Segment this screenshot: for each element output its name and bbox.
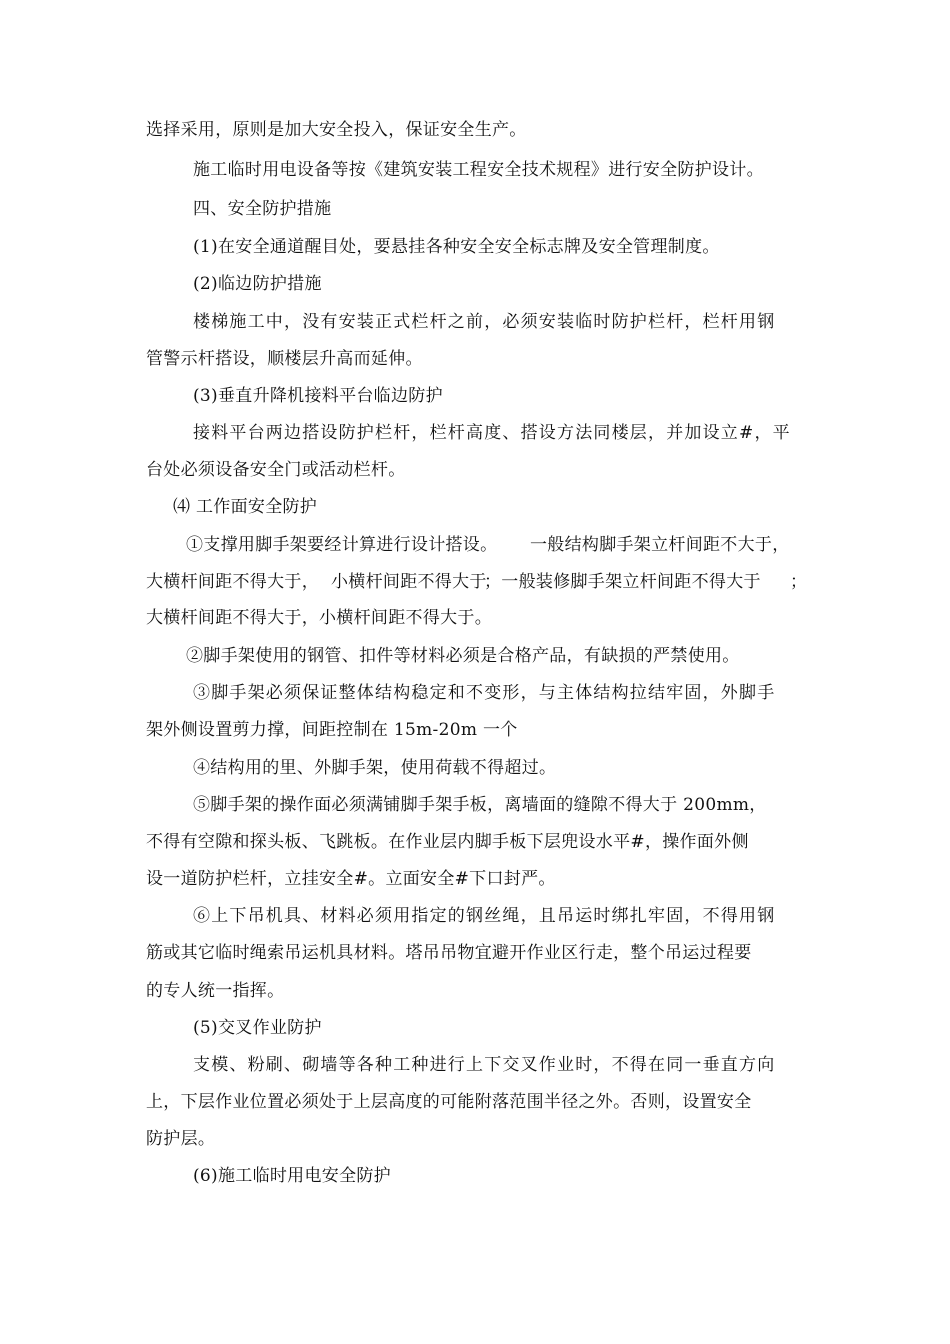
text-line: 小横杆间距不得大于	[331, 572, 487, 592]
text-line: ⑥上下吊机具、材料必须用指定的钢丝绳，且吊运时绑扎牢固，不得用钢	[193, 906, 776, 926]
text-line: 的专人统一指挥。	[146, 981, 285, 1001]
text-line: 架外侧设置剪力撑，间距控制在 15m-20m 一个	[146, 720, 518, 740]
subheading: (2)临边防护措施	[193, 274, 322, 294]
text-line: ①支撑用脚手架要经计算进行设计搭设。	[186, 535, 498, 555]
text-line: ②脚手架使用的钢管、扣件等材料必须是合格产品，有缺损的严禁使用。	[186, 646, 740, 666]
text-line: 支模、粉刷、砌墙等各种工种进行上下交叉作业时，不得在同一垂直方向	[193, 1055, 776, 1075]
text-line: 大横杆间距不得大于，小横杆间距不得大于。	[146, 608, 492, 628]
subheading: (6)施工临时用电安全防护	[193, 1166, 391, 1186]
text-line: 筋或其它临时绳索吊运机具材料。塔吊吊物宜避开作业区行走，整个吊运过程要	[146, 943, 752, 963]
text-line: ③脚手架必须保证整体结构稳定和不变形，与主体结构拉结牢固，外脚手	[193, 683, 776, 703]
text-line: 接料平台两边搭设防护栏杆，栏杆高度、搭设方法同楼层，并加设立#，平	[193, 423, 791, 443]
text-line: 防护层。	[146, 1129, 216, 1149]
text-line: 台处必须设备安全门或活动栏杆。	[146, 460, 406, 480]
text-line: 施工临时用电设备等按《建筑安装工程安全技术规程》进行安全防护设计。	[193, 160, 764, 180]
text-line: 楼梯施工中，没有安装正式栏杆之前，必须安装临时防护栏杆，栏杆用钢	[193, 312, 776, 332]
text-line: 设一道防护栏杆，立挂安全#。立面安全#下口封严。	[146, 869, 556, 889]
subheading: (5)交叉作业防护	[193, 1018, 322, 1038]
text-line: ⑤脚手架的操作面必须满铺脚手架手板，离墙面的缝隙不得大于 200mm，	[193, 795, 767, 815]
section-heading: 四、安全防护措施	[193, 199, 332, 219]
text-line: 管警示杆搭设，顺楼层升高而延伸。	[146, 349, 423, 369]
subheading: ⑷ 工作面安全防护	[173, 497, 318, 517]
text-line: 大横杆间距不得大于，	[146, 572, 319, 592]
text-line: 一般结构脚手架立杆间距不大于，	[530, 535, 790, 555]
text-line: ；一般装修脚手架立杆间距不得大于	[484, 572, 761, 592]
text-line: 选择采用，原则是加大安全投入，保证安全生产。	[146, 120, 527, 140]
text-line: 不得有空隙和探头板、飞跳板。在作业层内脚手板下层兜设水平#，操作面外侧	[146, 832, 749, 852]
text-line: (1)在安全通道醒目处，要悬挂各种安全安全标志牌及安全管理制度。	[193, 237, 720, 257]
text-line: 上，下层作业位置必须处于上层高度的可能附落范围半径之外。否则，设置安全	[146, 1092, 752, 1112]
subheading: (3)垂直升降机接料平台临边防护	[193, 386, 443, 406]
text-line: ④结构用的里、外脚手架，使用荷载不得超过。	[193, 758, 557, 778]
text-line: ；	[790, 572, 808, 592]
